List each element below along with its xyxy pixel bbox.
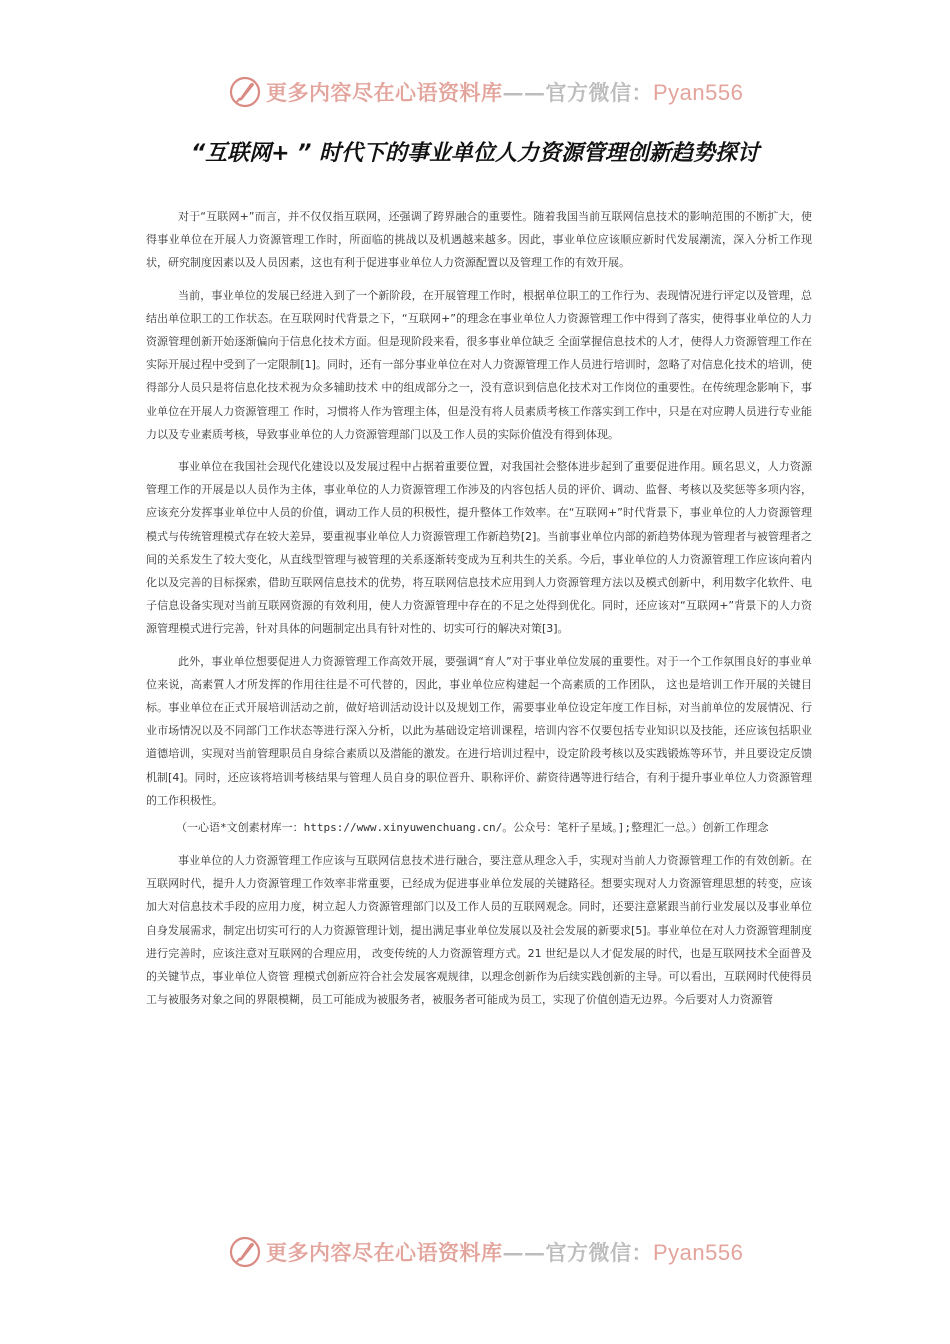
body-paragraph: 事业单位的人力资源管理工作应该与互联网信息技术进行融合，要注意从理念入手，实现对当前人力资源管理工作的有效创新。在互联网时代，提升人力资源管理工作效率非常重要，已经成为促进事业单位发展的关键路径。想要实现对人力资源管理思想的转变，应该加大对信息技术手段的应用力度，树立起人力资源管理部门以及工作人员的互联网观念。同时，还要注意紧跟当前行业发展以及事业单位自身发展需求，制定出切实可行的人力资源管理计划，提出满足事业单位发展以及社会发展的新要求[5]。事业单位在对人力资源管理制度进行完善时，应该注意对互联网的合理应用， 改变传统的人力资源管理方式。21 世纪是以人才促发展的时代，也是互联网技术全面普及的关键节点，事业单位人资管 理模式创新应符合社会发展客观规律，以理念创新作为后续实践创新的主导。可以看出，互联网时代使得员工与被服务对象之间的界限模糊，员工可能成为被服务者，被服务者可能成为员工，实现了价值创造无边界。今后要对人力资源管 bbox=[146, 854, 812, 1007]
banner-text bbox=[266, 1237, 743, 1267]
banner-main-text: 更多内容尽在心语资料库 bbox=[266, 80, 503, 105]
body-paragraph: 当前，事业单位的发展已经进入到了一个新阶段，在开展管理工作时，根据单位职工的工作行为、表现情况进行评定以及管理，总结出单位职工的工作状态。在互联网时代背景之下，“互联网+”的理念在事业单位人力资源管理工作中得到了落实，使得事业单位的人力资源管理创新开始逐渐偏向于信息化技术方面。但是现阶段来看，很多事业单位缺乏 全面掌握信息技术的人才，使得人力资源管理工作在实际开展过程中受到了一定限制[1]。同时，还有一部分事业单位在对人力资源管理工作人员进行培训时，忽略了对信息化技术的培训，使得部分人员只是将信息化技术视为众多辅助技术 中的组成部分之一，没有意识到信息化技术对工作岗位的重要性。在传统理念影响下，事业单位在开展人力资源管理工 作时，习惯将人作为管理主体，但是没有将人员素质考核工作落实到工作中，只是在对应聘人员进行专业能力以及专业素质考核，导致事业单位的人力资源管理部门以及工作人员的实际价值没有得到体现。 bbox=[146, 288, 812, 441]
header-banner bbox=[228, 72, 744, 112]
footer-banner bbox=[228, 1232, 744, 1272]
banner-wechat-id: Pyan556 bbox=[653, 80, 744, 105]
banner-main-text: 更多内容尽在心语资料库 bbox=[266, 1240, 503, 1265]
banner-dash: —— bbox=[502, 1240, 546, 1265]
body-paragraph: 此外，事业单位想要促进人力资源管理工作高效开展，要强调“育人”对于事业单位发展的重要性。对于一个工作氛围良好的事业单位来说，高素質人才所发挥的作用往往是不可代替的，因此，事业单位应构建起一个高素质的工作团队， 这也是培训工作开展的关键目标。事业单位在正式开展培训活动之前，做好培训活动设计以及规划工作，需要事业单位设定年度工作目标，对当前单位的发展情况、行业市场情况以及不同部门工作状态等进行深入分析，以此为基础设定培训课程，培训内容不仅要包括专业知识以及技能，还应该包括职业道德培训，实现对当前管理职员自身综合素质以及潜能的激发。在进行培训过程中，设定阶段考核以及实践锻炼等环节，并且要设定反馈机制[4]。同时，还应该将培训考核结果与管理人员自身的职位晋升、职称评价、薪资待遇等进行结合，有利于提升事业单位人力资源管理的工作积极性。 bbox=[146, 654, 812, 807]
document-body bbox=[146, 205, 812, 1021]
banner-wechat-label: 官方微信： bbox=[545, 80, 653, 105]
banner-text bbox=[266, 77, 743, 107]
banner-dash: —— bbox=[502, 80, 546, 105]
feather-pen-icon bbox=[228, 1235, 262, 1269]
banner-wechat-id: Pyan556 bbox=[653, 1240, 744, 1265]
banner-wechat-label: 官方微信： bbox=[545, 1240, 653, 1265]
source-note: （一心语*文创素材库一：https://www.xinyuwenchuang.cn/。公众号：笔杆子星域。];整理汇一总。）创新工作理念 bbox=[176, 821, 769, 835]
body-paragraph: 对于“互联网+”而言，并不仅仅指互联网，还强调了跨界融合的重要性。随着我国当前互联网信息技术的影响范围的不断扩大，使得事业单位在开展人力资源管理工作时，所面临的挑战以及机遇越来越多。因此，事业单位应该顺应新时代发展潮流，深入分析工作现状，研究制度因素以及人员因素，这也有利于促进事业单位人力资源配置以及管理工作的有效开展。 bbox=[146, 210, 812, 270]
document-title: “互联网+ ” 时代下的事业单位人力资源管理创新趋势探讨 bbox=[190, 141, 760, 166]
body-paragraph: 事业单位在我国社会现代化建设以及发展过程中占据着重要位置，对我国社会整体进步起到了重要促进作用。顾名思义，人力资源管理工作的开展是以人员作为主体，事业单位的人力资源管理工作涉及的内容包括人员的评价、调动、监督、考核以及奖惩等多项内容，应该充分发挥事业单位中人员的价值，调动工作人员的积极性，提升整体工作效率。在“互联网+”时代背景下，事业单位的人力资源管理模式与传统管理模式存在较大差异，要重视事业单位人力资源管理工作新趋势[2]。当前事业单位内部的新趋势体现为管理者与被管理者之间的关系发生了较大变化，从直线型管理与被管理的关系逐渐转变成为互利共生的关系。今后，事业单位的人力资源管理工作应该向着内化以及完善的目标探索，借助互联网信息技术的优势，将互联网信息技术应用到人力资源管理方法以及模式创新中，利用数字化软件、电子信息设备实现对当前互联网资源的有效利用，使人力资源管理中存在的不足之处得到优化。同时，还应该对“互联网+”背景下的人力资源管理模式进行完善，针对具体的问题制定出具有针对性的、切实可行的解决对策[3]。 bbox=[146, 460, 812, 636]
feather-pen-icon bbox=[228, 75, 262, 109]
